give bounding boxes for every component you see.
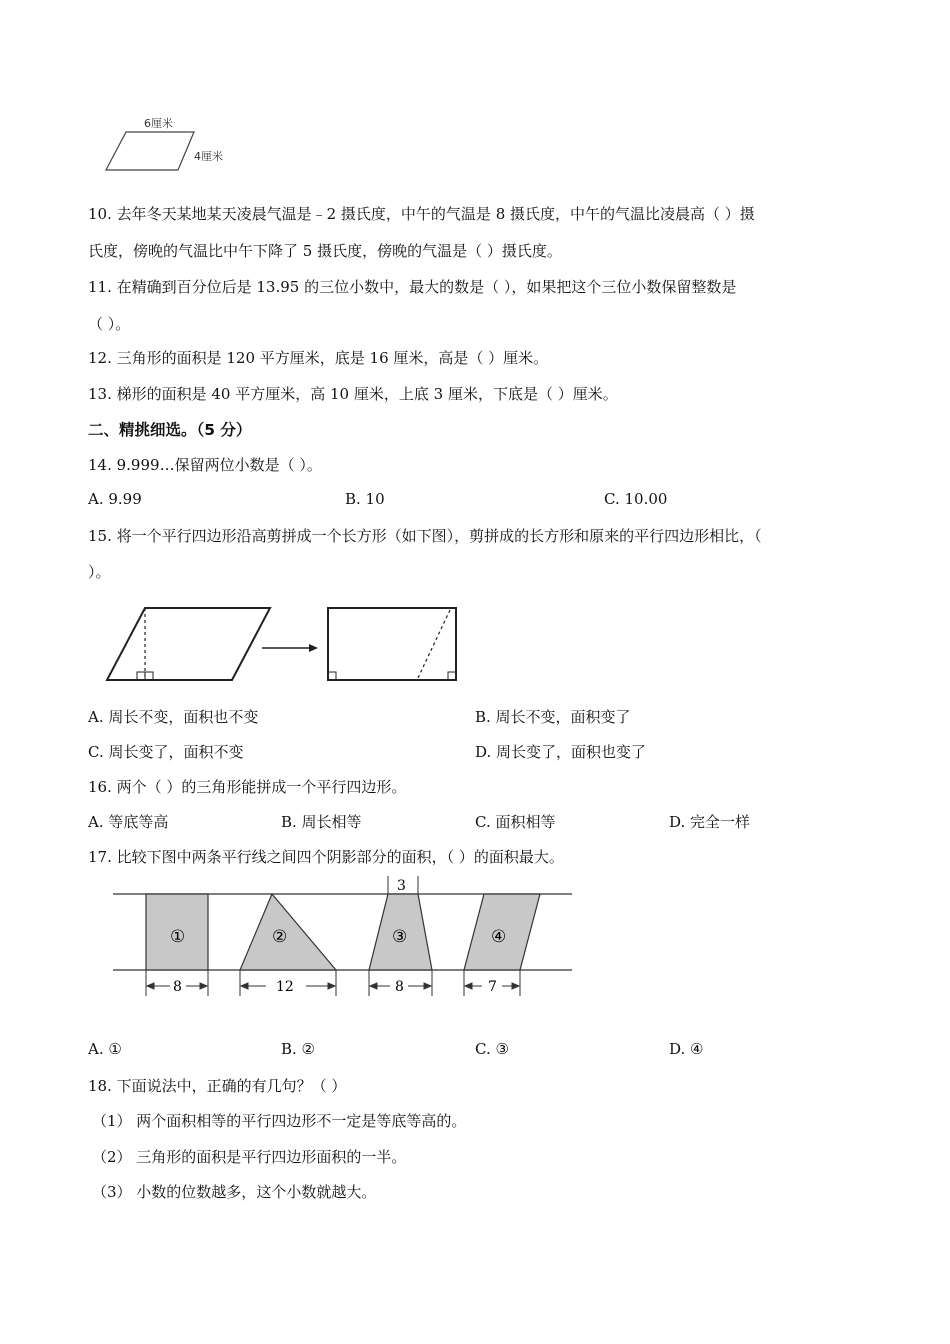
q15-arrow-head — [309, 644, 318, 652]
q17-stem: 17. 比较下图中两条平行线之间四个阴影部分的面积，（ ）的面积最大。 — [88, 848, 564, 866]
q13-text: 13. 梯形的面积是 40 平方厘米，高 10 厘米，上底 3 厘米，下底是（ ）厘米。 — [88, 385, 618, 403]
q16-stem: 16. 两个（ ）的三角形能拼成一个平行四边形。 — [88, 778, 407, 796]
q15-option-b[interactable]: B. 周长不变，面积变了 — [475, 708, 631, 726]
parallelogram-figure — [98, 112, 238, 174]
q15-option-c[interactable]: C. 周长变了，面积不变 — [88, 743, 244, 761]
q18-item-3: （3） 小数的位数越多，这个小数就越大。 — [92, 1183, 377, 1201]
q15-cut-dashed — [417, 610, 450, 680]
q14-option-c[interactable]: C. 10.00 — [604, 490, 668, 508]
q15-line2: ）。 — [88, 563, 111, 581]
q15-right-angle-3 — [328, 672, 336, 680]
q18-item-2: （2） 三角形的面积是平行四边形面积的一半。 — [92, 1148, 407, 1166]
q11-line2: （ ）。 — [88, 315, 131, 333]
q15-line1: 15. 将一个平行四边形沿高剪拼成一个长方形（如下图），剪拼成的长方形和原来的平行四边形相比，（ — [88, 527, 762, 545]
q16-option-a[interactable]: A. 等底等高 — [88, 813, 169, 831]
parallelogram-shape — [106, 132, 194, 170]
q17-dim-4: 7 — [488, 979, 497, 995]
q15-right-angle-4 — [448, 672, 456, 680]
q17-option-d[interactable]: D. ④ — [669, 1040, 704, 1058]
fig-top-label: 6厘米 — [144, 117, 173, 130]
q17-dim-3: 8 — [395, 979, 404, 995]
fig-side-label: 4厘米 — [194, 150, 223, 163]
q10-line1: 10. 去年冬天某地某天凌晨气温是﹣2 摄氏度，中午的气温是 8 摄氏度，中午的气温比凌晨高（ ）摄 — [88, 205, 755, 223]
q17-option-a[interactable]: A. ① — [88, 1040, 122, 1058]
q15-parallelogram — [107, 608, 270, 680]
q15-option-a[interactable]: A. 周长不变，面积也不变 — [88, 708, 259, 726]
q17-top-dim-label: 3 — [397, 878, 406, 894]
q17-label-4: ④ — [491, 927, 507, 947]
q18-item-1: （1） 两个面积相等的平行四边形不一定是等底等高的。 — [92, 1112, 467, 1130]
q17-label-1: ① — [170, 927, 186, 947]
q16-option-c[interactable]: C. 面积相等 — [475, 813, 556, 831]
q11-line1: 11. 在精确到百分位后是 13.95 的三位小数中，最大的数是（ ），如果把这个三位小数保留整数是 — [88, 278, 737, 296]
q15-right-angle-1 — [137, 672, 145, 680]
q14-stem: 14. 9.999…保留两位小数是（ ）。 — [88, 456, 322, 474]
q17-dim-2: 12 — [276, 979, 294, 995]
q15-option-d[interactable]: D. 周长变了，面积也变了 — [475, 743, 647, 761]
section-heading: 二、精挑细选。（5 分） — [88, 421, 252, 439]
q17-option-b[interactable]: B. ② — [281, 1040, 316, 1058]
q14-option-b[interactable]: B. 10 — [345, 490, 385, 508]
q15-rectangle — [328, 608, 456, 680]
q17-dim-1: 8 — [173, 979, 182, 995]
q17-label-2: ② — [272, 927, 288, 947]
q14-option-a[interactable]: A. 9.99 — [88, 490, 142, 508]
q17-label-3: ③ — [392, 927, 408, 947]
q12-text: 12. 三角形的面积是 120 平方厘米，底是 16 厘米，高是（ ）厘米。 — [88, 349, 549, 367]
q17-figure — [110, 874, 580, 1004]
q16-option-d[interactable]: D. 完全一样 — [669, 813, 751, 831]
q15-right-angle-2 — [145, 672, 153, 680]
q16-option-b[interactable]: B. 周长相等 — [281, 813, 362, 831]
q17-shape-2 — [240, 894, 336, 970]
q17-option-c[interactable]: C. ③ — [475, 1040, 509, 1058]
q15-figure — [100, 600, 470, 690]
q18-stem: 18. 下面说法中，正确的有几句？（ ） — [88, 1077, 347, 1095]
q10-line2: 氏度，傍晚的气温比中午下降了 5 摄氏度，傍晚的气温是（ ）摄氏度。 — [88, 242, 562, 260]
